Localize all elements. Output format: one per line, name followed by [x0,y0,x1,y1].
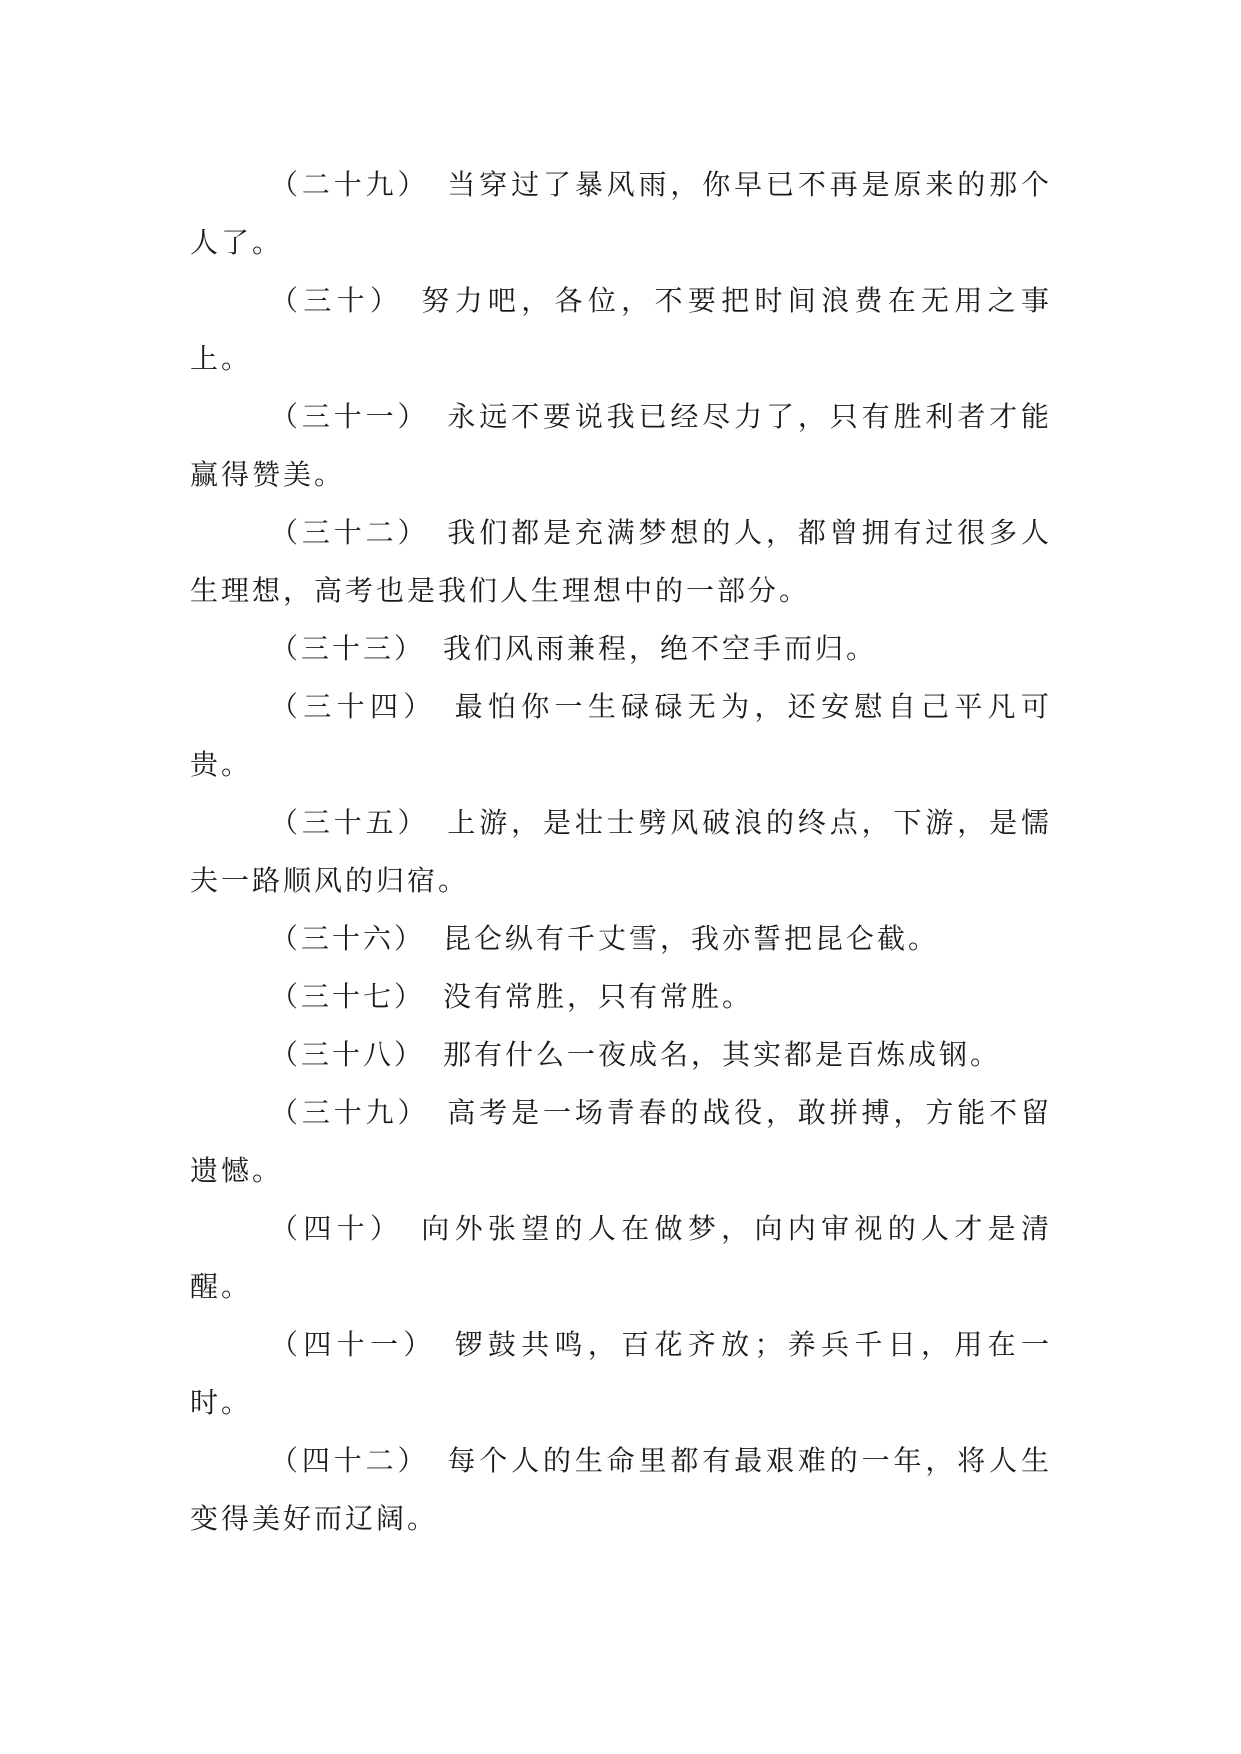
paragraph-number: （三十） [270,284,404,317]
paragraph-text: 永远不要说我已经尽力了，只有胜利者才能赢得赞美。 [190,400,1052,491]
paragraph-text: 锣鼓共鸣，百花齐放；养兵千日，用在一时。 [190,1328,1052,1419]
paragraph-text: 没有常胜，只有常胜。 [443,980,754,1013]
paragraph [190,1316,1052,1432]
paragraph-number: （四十二） [270,1444,430,1477]
paragraph-text: 那有什么一夜成名，其实都是百炼成钢。 [443,1038,1002,1071]
paragraph-text: 每个人的生命里都有最艰难的一年，将人生变得美好而辽阔。 [190,1444,1052,1535]
paragraph [190,794,1052,910]
paragraph-text: 昆仑纵有千丈雪，我亦誓把昆仑截。 [443,922,940,955]
paragraph [190,388,1052,504]
paragraph-text: 高考是一场青春的战役，敢拼搏，方能不留遗憾。 [190,1096,1052,1187]
paragraph-text: 我们都是充满梦想的人，都曾拥有过很多人生理想，高考也是我们人生理想中的一部分。 [190,516,1052,607]
paragraph [190,678,1052,794]
paragraph-number: （三十一） [270,400,430,433]
paragraph [190,1200,1052,1316]
paragraph-text: 努力吧，各位，不要把时间浪费在无用之事上。 [190,284,1052,375]
document-body [190,156,1052,1548]
paragraph [190,910,1052,968]
paragraph-text: 当穿过了暴风雨，你早已不再是原来的那个人了。 [190,168,1052,259]
paragraph-number: （三十六） [270,922,426,955]
paragraph [190,156,1052,272]
paragraph-text: 向外张望的人在做梦，向内审视的人才是清醒。 [190,1212,1052,1303]
paragraph [190,1084,1052,1200]
paragraph-text: 上游，是壮士劈风破浪的终点，下游，是懦夫一路顺风的归宿。 [190,806,1052,897]
paragraph-text: 我们风雨兼程，绝不空手而归。 [443,632,878,665]
paragraph [190,272,1052,388]
paragraph [190,620,1052,678]
paragraph-number: （四十一） [270,1328,437,1361]
paragraph-number: （三十九） [270,1096,430,1129]
paragraph [190,1026,1052,1084]
paragraph [190,1432,1052,1548]
paragraph [190,968,1052,1026]
paragraph-number: （二十九） [270,168,430,201]
paragraph-number: （三十二） [270,516,430,549]
paragraph-text: 最怕你一生碌碌无为，还安慰自己平凡可贵。 [190,690,1052,781]
paragraph [190,504,1052,620]
paragraph-number: （三十三） [270,632,426,665]
paragraph-number: （三十四） [270,690,437,723]
paragraph-number: （四十） [270,1212,404,1245]
paragraph-number: （三十七） [270,980,426,1013]
paragraph-number: （三十五） [270,806,430,839]
paragraph-number: （三十八） [270,1038,426,1071]
